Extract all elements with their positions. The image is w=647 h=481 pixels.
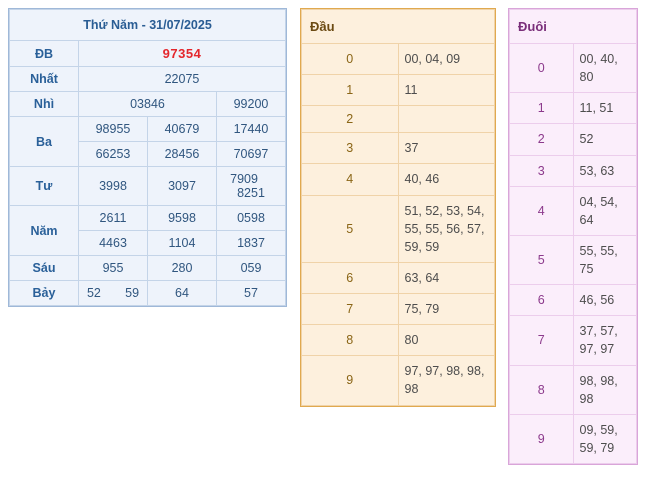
dau-key-7: 7 bbox=[302, 294, 399, 325]
prize-label-nhat: Nhất bbox=[10, 67, 79, 92]
table-row bbox=[510, 186, 637, 235]
prize-value-tu-4: 8251 bbox=[237, 186, 265, 200]
table-header-row bbox=[302, 10, 495, 44]
prize-value-nhi-2: 99200 bbox=[217, 92, 286, 117]
dau-key-5: 5 bbox=[302, 195, 399, 262]
duoi-key-3: 3 bbox=[510, 155, 574, 186]
table-row bbox=[302, 356, 495, 405]
duoi-key-8: 8 bbox=[510, 365, 574, 414]
duoi-table bbox=[508, 8, 638, 465]
table-row bbox=[10, 117, 286, 142]
dau-key-3: 3 bbox=[302, 133, 399, 164]
table-row bbox=[10, 41, 286, 67]
main-results-table bbox=[8, 8, 287, 307]
dau-table bbox=[300, 8, 496, 407]
dau-value-2 bbox=[398, 106, 495, 133]
prize-value-sau-1: 955 bbox=[79, 256, 148, 281]
dau-value-7: 75, 79 bbox=[398, 294, 495, 325]
prize-value-bay-1: 52 bbox=[86, 286, 101, 300]
table-row bbox=[10, 167, 286, 206]
duoi-key-1: 1 bbox=[510, 93, 574, 124]
dau-title: Đầu bbox=[302, 10, 495, 44]
duoi-value-0: 00, 40, 80 bbox=[573, 44, 637, 93]
dau-value-0: 00, 04, 09 bbox=[398, 44, 495, 75]
dau-key-2: 2 bbox=[302, 106, 399, 133]
table-row bbox=[302, 195, 495, 262]
prize-value-bay-3: 64 bbox=[148, 281, 217, 306]
prize-value-ba-5: 28456 bbox=[148, 142, 217, 167]
prize-value-ba-4: 66253 bbox=[79, 142, 148, 167]
prize-value-nam-3: 0598 bbox=[217, 206, 286, 231]
duoi-value-3: 53, 63 bbox=[573, 155, 637, 186]
duoi-title: Đuôi bbox=[510, 10, 637, 44]
table-row bbox=[510, 155, 637, 186]
table-row bbox=[302, 164, 495, 195]
duoi-value-2: 52 bbox=[573, 124, 637, 155]
dau-value-9: 97, 97, 98, 98, 98 bbox=[398, 356, 495, 405]
dau-key-4: 4 bbox=[302, 164, 399, 195]
prize-value-sau-2: 280 bbox=[148, 256, 217, 281]
table-row bbox=[302, 294, 495, 325]
dau-key-1: 1 bbox=[302, 75, 399, 106]
table-row bbox=[510, 235, 637, 284]
duoi-value-9: 09, 59, 59, 79 bbox=[573, 414, 637, 463]
table-row bbox=[302, 133, 495, 164]
prize-value-db: 97354 bbox=[79, 41, 286, 67]
main-results-grid bbox=[9, 9, 286, 306]
table-row bbox=[10, 256, 286, 281]
prize-value-nam-5: 1104 bbox=[148, 231, 217, 256]
table-row bbox=[10, 92, 286, 117]
table-row bbox=[10, 206, 286, 231]
table-header-row bbox=[10, 10, 286, 41]
prize-value-bay-4: 57 bbox=[217, 281, 286, 306]
duoi-value-5: 55, 55, 75 bbox=[573, 235, 637, 284]
duoi-key-2: 2 bbox=[510, 124, 574, 155]
table-row bbox=[302, 325, 495, 356]
duoi-value-6: 46, 56 bbox=[573, 285, 637, 316]
table-row bbox=[510, 285, 637, 316]
prize-value-nhi-1: 03846 bbox=[79, 92, 217, 117]
duoi-value-7: 37, 57, 97, 97 bbox=[573, 316, 637, 365]
prize-value-nhat: 22075 bbox=[79, 67, 286, 92]
prize-value-sau-3: 059 bbox=[217, 256, 286, 281]
table-row bbox=[510, 44, 637, 93]
duoi-key-7: 7 bbox=[510, 316, 574, 365]
prize-label-ba: Ba bbox=[10, 117, 79, 167]
table-row bbox=[302, 44, 495, 75]
results-title: Thứ Năm - 31/07/2025 bbox=[10, 10, 286, 41]
duoi-grid bbox=[509, 9, 637, 464]
dau-key-8: 8 bbox=[302, 325, 399, 356]
prize-label-nhi: Nhì bbox=[10, 92, 79, 117]
duoi-key-6: 6 bbox=[510, 285, 574, 316]
dau-value-8: 80 bbox=[398, 325, 495, 356]
dau-value-5: 51, 52, 53, 54, 55, 55, 56, 57, 59, 59 bbox=[398, 195, 495, 262]
prize-value-tu-34 bbox=[217, 167, 286, 206]
table-row bbox=[510, 365, 637, 414]
prize-value-nam-6: 1837 bbox=[217, 231, 286, 256]
prize-value-nam-1: 2611 bbox=[79, 206, 148, 231]
dau-value-6: 63, 64 bbox=[398, 262, 495, 293]
dau-value-1: 11 bbox=[398, 75, 495, 106]
prize-value-bay-2: 59 bbox=[125, 286, 140, 300]
duoi-key-4: 4 bbox=[510, 186, 574, 235]
dau-value-3: 37 bbox=[398, 133, 495, 164]
dau-key-6: 6 bbox=[302, 262, 399, 293]
prize-value-ba-2: 40679 bbox=[148, 117, 217, 142]
duoi-value-8: 98, 98, 98 bbox=[573, 365, 637, 414]
duoi-value-4: 04, 54, 64 bbox=[573, 186, 637, 235]
table-row bbox=[510, 414, 637, 463]
prize-value-bay-12 bbox=[79, 281, 148, 306]
prize-value-ba-3: 17440 bbox=[217, 117, 286, 142]
duoi-value-1: 11, 51 bbox=[573, 93, 637, 124]
prize-value-ba-1: 98955 bbox=[79, 117, 148, 142]
table-row bbox=[510, 93, 637, 124]
duoi-key-0: 0 bbox=[510, 44, 574, 93]
table-row bbox=[302, 106, 495, 133]
prize-value-tu-1: 3998 bbox=[79, 167, 148, 206]
table-row bbox=[10, 281, 286, 306]
table-row bbox=[510, 124, 637, 155]
table-row bbox=[302, 262, 495, 293]
prize-label-tu: Tư bbox=[10, 167, 79, 206]
prize-value-tu-3: 7909 bbox=[230, 172, 258, 186]
table-row bbox=[302, 75, 495, 106]
table-row bbox=[510, 316, 637, 365]
prize-value-tu-2: 3097 bbox=[148, 167, 217, 206]
prize-value-nam-2: 9598 bbox=[148, 206, 217, 231]
dau-key-9: 9 bbox=[302, 356, 399, 405]
table-row bbox=[10, 67, 286, 92]
duoi-key-9: 9 bbox=[510, 414, 574, 463]
dau-value-4: 40, 46 bbox=[398, 164, 495, 195]
prize-value-ba-6: 70697 bbox=[217, 142, 286, 167]
table-header-row bbox=[510, 10, 637, 44]
prize-label-bay: Bảy bbox=[10, 281, 79, 306]
prize-label-nam: Năm bbox=[10, 206, 79, 256]
prize-label-sau: Sáu bbox=[10, 256, 79, 281]
duoi-key-5: 5 bbox=[510, 235, 574, 284]
dau-key-0: 0 bbox=[302, 44, 399, 75]
prize-label-db: ĐB bbox=[10, 41, 79, 67]
dau-grid bbox=[301, 9, 495, 406]
prize-value-nam-4: 4463 bbox=[79, 231, 148, 256]
